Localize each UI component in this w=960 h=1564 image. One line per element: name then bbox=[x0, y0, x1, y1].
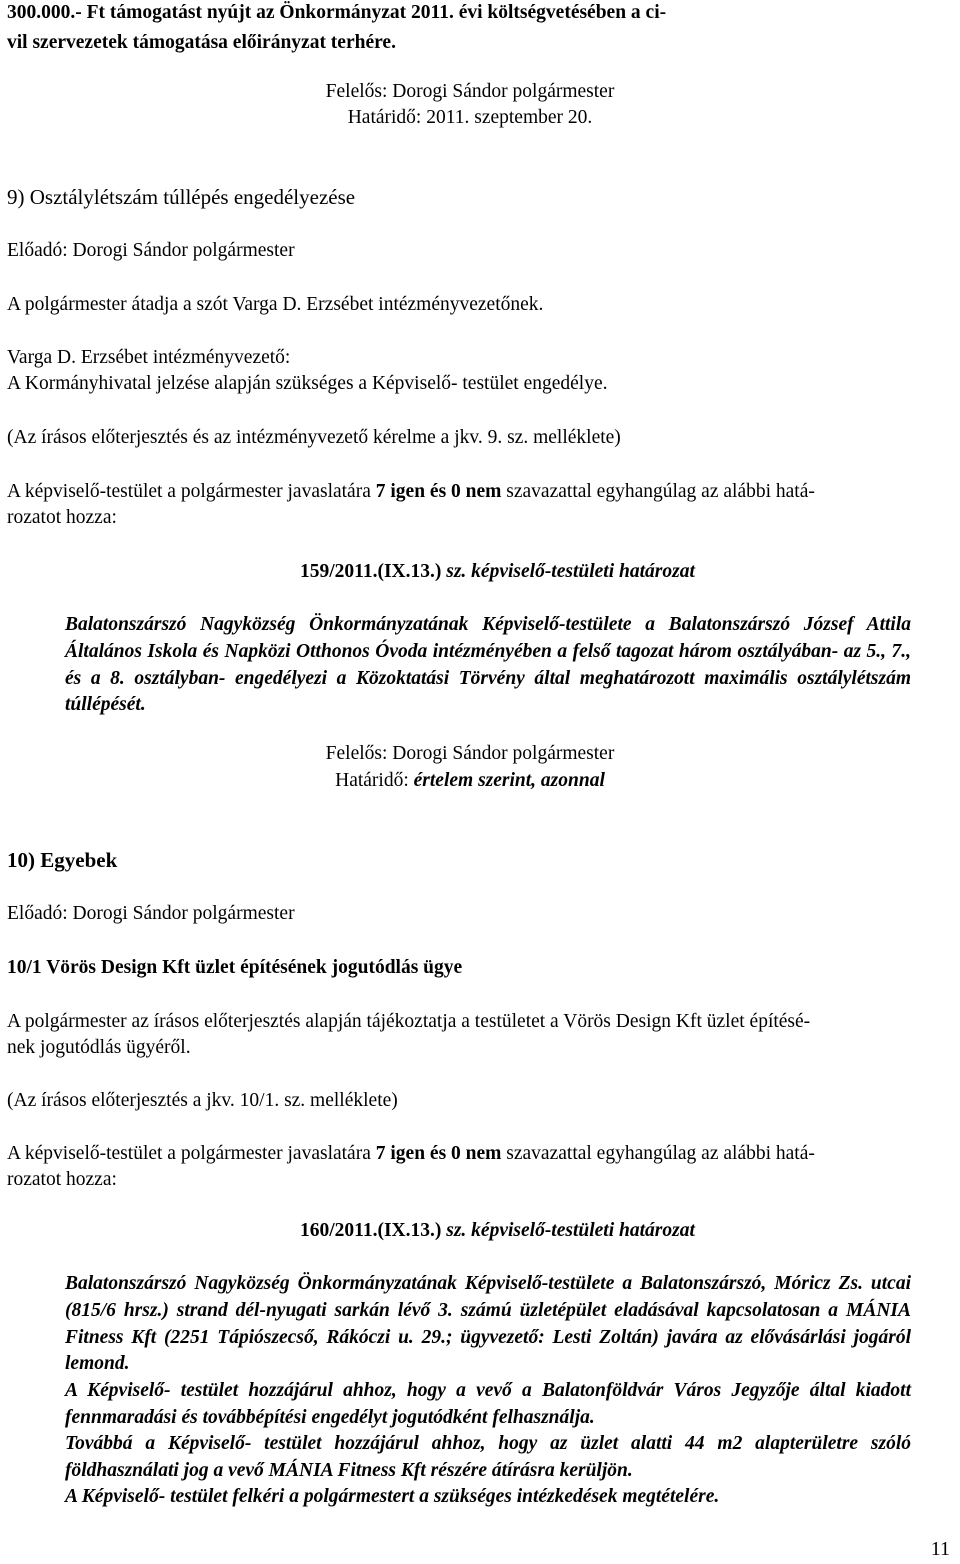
deadline-label: Határidő: bbox=[335, 770, 409, 791]
resolution-number: 159/2011.(IX.13.) bbox=[300, 561, 442, 582]
vote-text: A képviselő-testület a polgármester javaslatára bbox=[7, 1143, 376, 1164]
resolution-text: Továbbá a Képviselő- testület hozzájárul ahhoz, hogy az üzlet alatti 44 m2 alapterületre szóló földhasználati jog a vevő MÁNIA Fitness Kft részére átírásra kerüljön. bbox=[65, 1433, 911, 1481]
text-line: vil szervezetek támogatása előirányzat terhére. bbox=[7, 32, 396, 53]
vote-text: szavazattal egyhangúlag az alábbi hatá- bbox=[501, 481, 815, 502]
vote-line bbox=[7, 479, 815, 505]
paragraph: A polgármester az írásos előterjesztés alapján tájékoztatja a testületet a Vörös Design Kft üzlet építésé- bbox=[7, 1011, 811, 1032]
section-heading: 10) Egyebek bbox=[7, 848, 118, 872]
vote-count: 7 igen és 0 nem bbox=[375, 481, 502, 502]
attachment-note: (Az írásos előterjesztés és az intézményvezető kérelme a jkv. 9. sz. melléklete) bbox=[7, 427, 621, 448]
vote-count: 7 igen és 0 nem bbox=[375, 1143, 502, 1164]
attachment-note: (Az írásos előterjesztés a jkv. 10/1. sz. melléklete) bbox=[7, 1090, 398, 1111]
vote-text: szavazattal egyhangúlag az alábbi hatá- bbox=[501, 1143, 815, 1164]
resolution-text: Balatonszárszó Nagyközség Önkormányzatának Képviselő-testülete a Balatonszárszó, Móricz Zs. utcai (815/6 hrsz.) strand dél-nyugati sarkán lévő 3. számú üzletépület eladásával kapcsolatosan a MÁNIA Fitness Kft (2251 Tápiószecső, Rákóczi u. 29.; ügyvezető: Lesti Zoltán) javára az elővásárlási jogáról lemond. bbox=[65, 1273, 911, 1375]
vote-line: rozatot hozza: bbox=[7, 1169, 117, 1190]
resolution-number: 160/2011.(IX.13.) bbox=[300, 1220, 442, 1241]
resolution-title bbox=[300, 1218, 695, 1244]
resolution-text: A Képviselő- testület felkéri a polgármestert a szükséges intézkedések megtételére. bbox=[65, 1486, 720, 1507]
responsible-line: Felelős: Dorogi Sándor polgármester bbox=[325, 743, 615, 764]
resolution-label: sz. képviselő-testületi határozat bbox=[441, 1220, 695, 1241]
resolution-label: sz. képviselő-testületi határozat bbox=[441, 561, 695, 582]
page-number: 11 bbox=[930, 1538, 950, 1560]
presenter-line: Előadó: Dorogi Sándor polgármester bbox=[7, 903, 295, 924]
paragraph: Varga D. Erzsébet intézményvezető: bbox=[7, 347, 291, 368]
paragraph: nek jogutódlás ügyéről. bbox=[7, 1037, 191, 1058]
resolution-title bbox=[300, 559, 695, 585]
deadline-line: Határidő: 2011. szeptember 20. bbox=[347, 107, 593, 128]
text-line: 300.000.- Ft támogatást nyújt az Önkormányzat 2011. évi költségvetésében a ci- bbox=[7, 2, 667, 23]
subsection-heading: 10/1 Vörös Design Kft üzlet építésének jogutódlás ügye bbox=[7, 957, 463, 978]
resolution-text: A Képviselő- testület hozzájárul ahhoz, hogy a vevő a Balatonföldvár Város Jegyzője által kiadott fennmaradási és továbbépítési engedélyt jogutódként felhasználja. bbox=[65, 1380, 911, 1428]
vote-line: rozatot hozza: bbox=[7, 507, 117, 528]
paragraph: A Kormányhivatal jelzése alapján szükséges a Képviselő- testület engedélye. bbox=[7, 373, 608, 394]
deadline-value: értelem szerint, azonnal bbox=[408, 770, 605, 791]
section-heading: 9) Osztálylétszám túllépés engedélyezése bbox=[7, 185, 356, 209]
deadline-line bbox=[0, 768, 940, 794]
vote-text: A képviselő-testület a polgármester javaslatára bbox=[7, 481, 376, 502]
resolution-text: Balatonszárszó Nagyközség Önkormányzatának Képviselő-testülete a Balatonszárszó József Attila Általános Iskola és Napközi Otthonos Óvoda intézményében a felső tagozat három osztályában- az 5., 7., és a 8. osztályban- engedélyezi a Közoktatási Törvény által meghatározott maximális osztálylétszám túllépését. bbox=[65, 614, 911, 716]
presenter-line: Előadó: Dorogi Sándor polgármester bbox=[7, 240, 295, 261]
vote-line bbox=[7, 1141, 815, 1167]
responsible-line: Felelős: Dorogi Sándor polgármester bbox=[325, 81, 615, 102]
paragraph: A polgármester átadja a szót Varga D. Erzsébet intézményvezetőnek. bbox=[7, 294, 544, 315]
